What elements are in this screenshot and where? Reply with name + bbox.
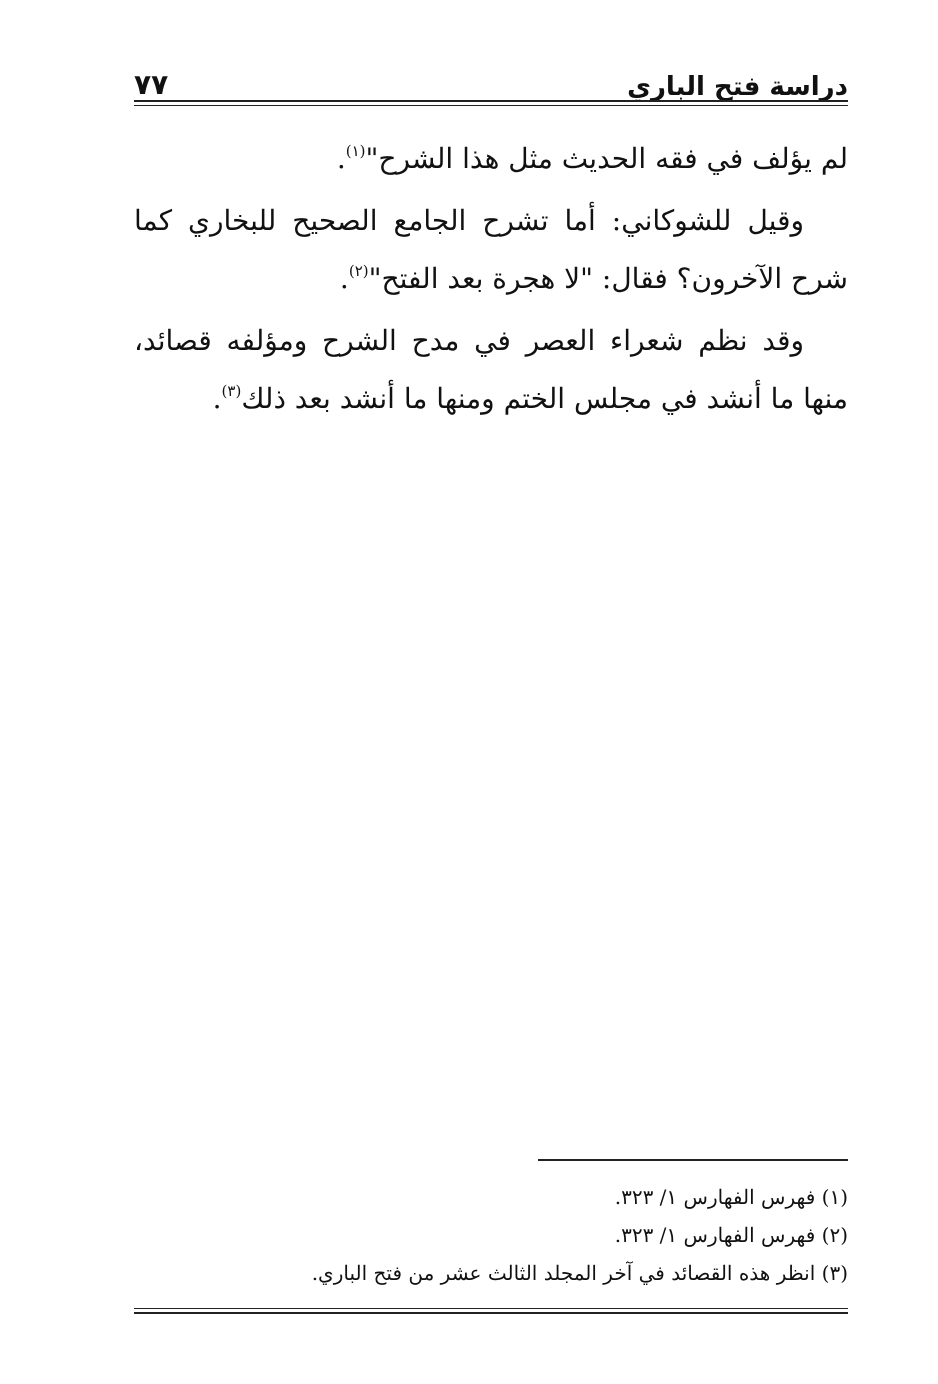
page-number: ٧٧ <box>134 68 169 101</box>
paragraph-2 <box>134 192 848 308</box>
paragraph-1-end: . <box>336 142 346 175</box>
footnote-1: (١) فهرس الفهارس ١/ ٣٢٣. <box>614 1185 848 1209</box>
footnote-separator <box>538 1159 848 1161</box>
header-rule <box>134 100 848 106</box>
paragraph-2-end: . <box>339 262 349 295</box>
paragraph-3 <box>134 312 848 428</box>
paragraph-3-text: وقد نظم شعراء العصر في مدح الشرح ومؤلفه قصائد، منها ما أنشد في مجلس الختم ومنها ما أنشد بعد ذلك <box>134 324 848 415</box>
footnote-ref-2[interactable]: (٢) <box>348 262 369 280</box>
bottom-rule <box>134 1308 848 1314</box>
footnote-ref-3[interactable]: (٣) <box>221 382 242 400</box>
running-title: دراسة فتح الباري <box>627 72 848 102</box>
paragraph-1 <box>134 130 848 188</box>
footnote-2: (٢) فهرس الفهارس ١/ ٣٢٣. <box>614 1223 848 1247</box>
footnote-3: (٣) انظر هذه القصائد في آخر المجلد الثالث عشر من فتح الباري. <box>311 1261 848 1285</box>
paragraph-1-text: لم يؤلف في فقه الحديث مثل هذا الشرح" <box>365 142 848 175</box>
main-text <box>134 130 848 428</box>
footnote-ref-1[interactable]: (١) <box>345 142 366 160</box>
paragraph-2-text: وقيل للشوكاني: أما تشرح الجامع الصحيح للبخاري كما شرح الآخرون؟ فقال: "لا هجرة بعد الفتح" <box>134 204 848 295</box>
footnotes <box>134 1178 848 1292</box>
paragraph-3-end: . <box>212 382 222 415</box>
